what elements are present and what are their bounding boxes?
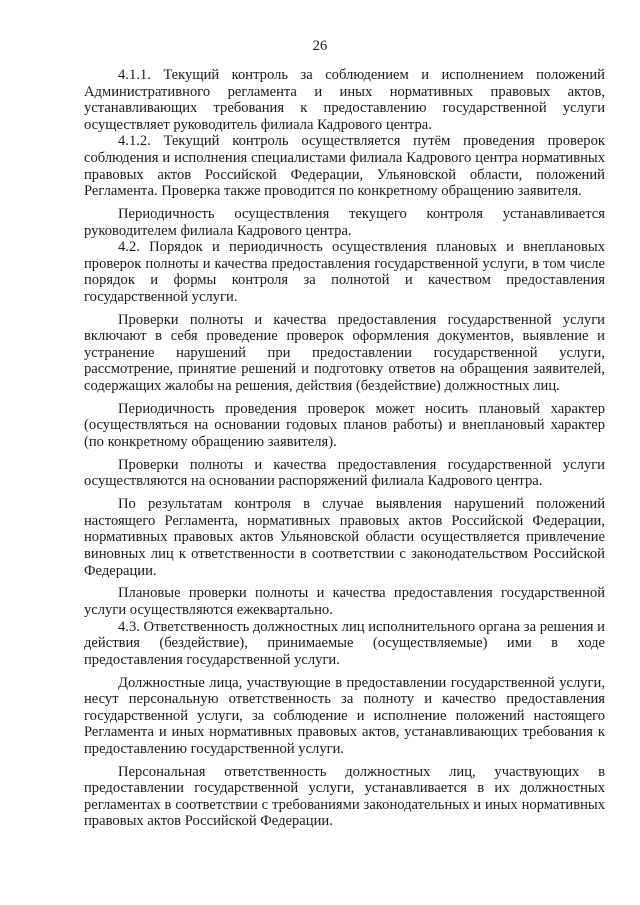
paragraph-4-2: 4.2. Порядок и периодичность осуществления плановых и внеплановых проверок полноты и качества предоставления государственной услуги, в том числе порядок и формы контроля за полнотой и качеством предоставления государственной услуги.: [84, 239, 605, 305]
paragraph-checks-basis: Проверки полноты и качества предоставления государственной услуги осуществляются на основании распоряжений филиала Кадрового центра.: [84, 456, 605, 490]
document-body: [84, 67, 605, 830]
paragraph-4-1-1: 4.1.1. Текущий контроль за соблюдением и исполнением положений Административного регламента и иных нормативных правовых актов, устанавливающих требования к предоставлению государственной услуги осуществляет руководитель филиала Кадрового центра.: [84, 67, 605, 133]
paragraph-4-1-2: 4.1.2. Текущий контроль осуществляется путём проведения проверок соблюдения и исполнения специалистами филиала Кадрового центра нормативных правовых актов Российской Федерации, Ульяновской области, положений Регламента. Проверка также проводится по конкретному обращению заявителя.: [84, 133, 605, 200]
paragraph-checks-include: Проверки полноты и качества предоставления государственной услуги включают в себя проведение проверок оформления документов, выявление и устранение нарушений при предоставлении государственной услуги, рассмотрение, принятие решений и подготовку ответов на обращения заявителей, содержащих жалобы на решения, действия (бездействие) должностных лиц.: [84, 311, 605, 395]
paragraph-checks-periodicity: Периодичность проведения проверок может носить плановый характер (осуществляться на основании годовых планов работы) и внеплановый характер (по конкретному обращению заявителя).: [84, 400, 605, 451]
paragraph-current-control-periodicity: Периодичность осуществления текущего контроля устанавливается руководителем филиала Кадрового центра.: [84, 205, 605, 239]
paragraph-control-results: По результатам контроля в случае выявления нарушений положений настоящего Регламента, нормативных правовых актов Российской Федерации, нормативных правовых актов Ульяновской области осуществляется привлечение виновных лиц к ответственности в соответствии с законодательством Российской Федерации.: [84, 496, 605, 579]
paragraph-officials-responsibility: Должностные лица, участвующие в предоставлении государственной услуги, несут персональную ответственность за полноту и качество предоставления государственной услуги, за соблюдение и исполнение положений настоящего Регламента и иных нормативных правовых актов, устанавливающих требования к предоставлению государственной услуги.: [84, 674, 605, 757]
paragraph-4-3: 4.3. Ответственность должностных лиц исполнительного органа за решения и действия (бездействие), принимаемые (осуществляемые) ими в ходе предоставления государственной услуги.: [84, 618, 605, 668]
page-number: 26: [312, 38, 328, 54]
paragraph-planned-checks: Плановые проверки полноты и качества предоставления государственной услуги осуществляются ежеквартально.: [84, 585, 605, 618]
paragraph-personal-responsibility: Персональная ответственность должностных лиц, участвующих в предоставлении государственной услуги, устанавливается в их должностных регламентах в соответствии с требованиями законодательных и иных нормативных правовых актов Российской Федерации.: [84, 763, 605, 830]
